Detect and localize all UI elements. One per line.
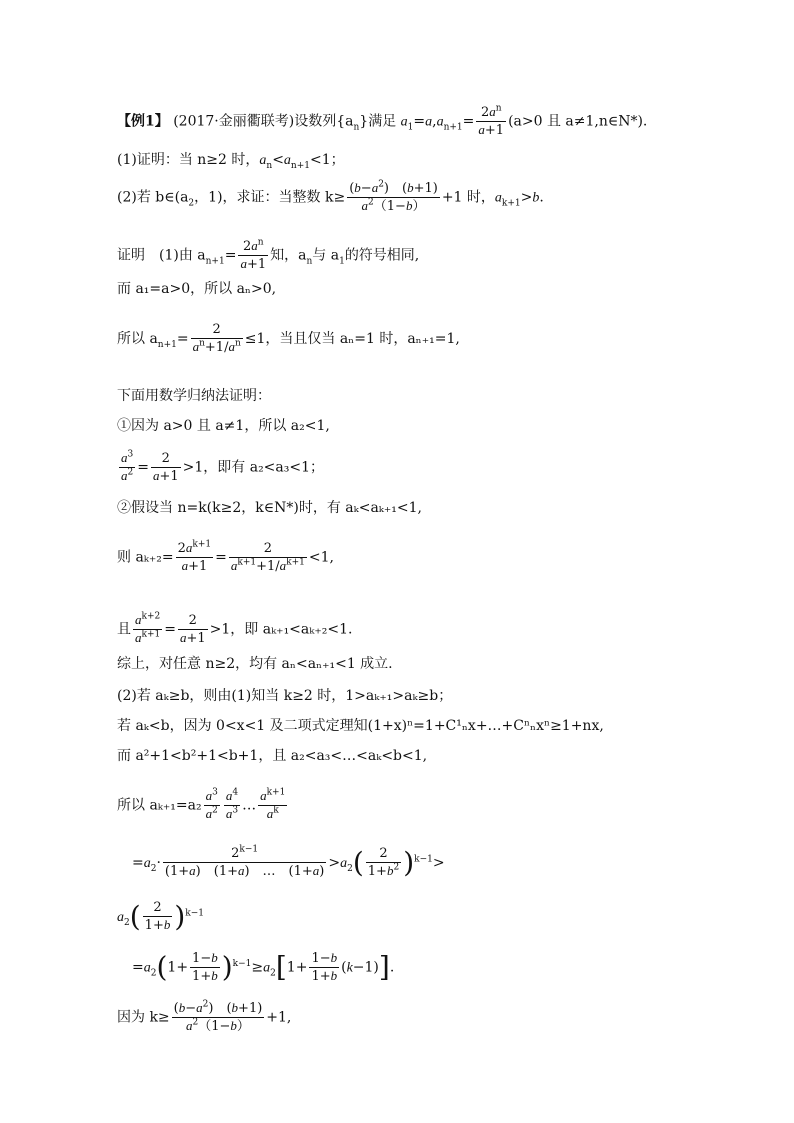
step1b-text: >1，即有 a₂<a₃<1； — [182, 459, 325, 476]
proof-label: 证明 — [117, 247, 145, 264]
step1b-line: $\frac{a^3}{a^2}$ = $\frac{2}{a+1}$ >1，即有 a₂<a₃<1； — [121, 449, 325, 484]
part2-text-c: +1 时， — [441, 189, 495, 206]
so-text-a: 所以 a — [117, 331, 158, 347]
part2-text-a: (2)若 b∈(a — [117, 189, 189, 206]
eq2-line: $a_2$( $\frac{2}{1+b}$ )$^{k-1}$ — [117, 900, 205, 933]
since-line: 因为 k≥ $\frac{(b-a^2) (b+1)}{a^2(1-b)}$ +1, — [117, 999, 292, 1034]
p2d-text: 所以 aₖ₊₁=a₂ — [117, 797, 202, 814]
fraction: $\frac{a^3}{a^2}$ — [205, 787, 218, 821]
then-text: 则 aₖ₊₂= — [117, 549, 174, 566]
conclude-line: 综上，对任意 n≥2，均有 aₙ<aₙ₊₁<1 成立. — [117, 656, 393, 672]
positive-line: 而 a₁=a>0，所以 aₙ>0, — [117, 281, 277, 297]
p2c-line: 而 a²+1<b²+1<b+1，且 a₂<a₃<…<aₖ<b<1, — [117, 748, 428, 764]
fraction: $\frac{2}{a+1}$ — [152, 450, 179, 484]
step1-line: ①因为 a>0 且 a≠1，所以 a₂<1, — [117, 418, 330, 434]
fraction: $\frac{a^3}{a^2}$ — [121, 449, 134, 483]
fraction: $\frac{2}{a^n+1/a^n}$ — [192, 322, 241, 355]
eq3-line: $=a_2(1+$ $\frac{1-b}{1+b}$ )$^{k-1}\ge a_2[1+$ $\frac{1-b}{1+b}$ (k−1)]. — [132, 950, 395, 984]
fraction: $\frac{2}{a^{k+1}+1/a^{k+1}}$ — [230, 540, 305, 574]
fraction: $\frac{2^{k-1}}{(1+a) (1+a) \dots (1+a)}$ — [164, 844, 325, 879]
proof1-text-a: (1)由 a — [159, 247, 206, 264]
fraction: $\frac{2}{a+1}$ — [179, 612, 206, 646]
part1-line: (1)证明：当 n≥2 时，$a_n<a_{n+1}<1$； — [117, 152, 345, 171]
then-end: <1, — [308, 549, 334, 566]
intro-text-2: }满足 — [359, 113, 397, 130]
and-line: 且 $\frac{a^{k+2}}{a^{k+1}}$ = $\frac{2}{a+1}$ >1，即 aₖ₊₁<aₖ₊₂<1. — [117, 611, 353, 646]
and-text: 且 — [117, 621, 131, 638]
proof1-line: 证明 (1)由 $a_{n+1}=$ $\frac{2a^n}{a+1}$ 知，$a_n$与 $a_1$的符号相同, — [117, 237, 420, 272]
fraction: $\frac{a^{k+2}}{a^{k+1}}$ — [135, 611, 161, 645]
fraction: $\frac{2}{1+b}$ — [144, 900, 171, 933]
condition-text: (a>0 且 a≠1,n∈N*). — [508, 113, 648, 130]
example-source: (2017·金丽衢联考) — [173, 113, 295, 130]
part1-text: (1)证明：当 n≥2 时， — [117, 152, 260, 168]
part2-line: (2)若 $b\in(a_2$，1)，求证：当整数 k≥ $\frac{(b-a^2) (b+1)}{a^2(1-b)}$ +1 时，$a_{k+1}>b$. — [117, 179, 544, 214]
then-line: 则 aₖ₊₂= $\frac{2a^{k+1}}{a+1}$ = $\frac{2}{a^{k+1}+1/a^{k+1}}$ <1, — [117, 539, 334, 574]
step2-line: ②假设当 n=k(k≥2，k∈N*)时，有 aₖ<aₖ₊₁<1, — [117, 500, 422, 516]
fraction: $\frac{2a^n}{a+1}$ — [240, 237, 267, 272]
fraction: $\frac{a^4}{a^3}$ — [225, 787, 239, 821]
proof1-text-b: 知，a — [270, 247, 307, 264]
p2d-line: 所以 aₖ₊₁=a₂ $\frac{a^3}{a^2}$ $\frac{a^4}{a^3}$ … $\frac{a^{k+1}}{a^k}$ — [117, 787, 286, 821]
and-end: >1，即 aₖ₊₁<aₖ₊₂<1. — [209, 621, 353, 638]
fraction: $\frac{2a^n}{a+1}$ — [478, 103, 505, 138]
fraction: $\frac{a^{k+1}}{a^k}$ — [260, 787, 286, 821]
fraction: $\frac{2a^{k+1}}{a+1}$ — [177, 539, 212, 574]
p2b-line: 若 aₖ<b，因为 0<x<1 及二项式定理知(1+x)ⁿ=1+C¹ₙx+…+Cⁿₙxⁿ≥1+nx, — [117, 718, 604, 734]
proof1-text-c: 与 a — [312, 247, 340, 264]
intro-text: 设数列{a — [294, 113, 354, 130]
fraction: $\frac{(b-a^2) (b+1)}{a^2(1-b)}$ — [173, 999, 263, 1034]
fraction: $\frac{1-b}{1+b}$ — [311, 950, 338, 984]
p2a-line: (2)若 aₖ≥b，则由(1)知当 k≥2 时，1>aₖ₊₁>aₖ≥b； — [117, 688, 453, 704]
so-text-b: ≤1，当且仅当 aₙ=1 时，aₙ₊₁=1, — [244, 331, 460, 347]
proof1-text-d: 的符号相同, — [344, 247, 420, 264]
example-header: 【例1】 (2017·金丽衢联考)设数列$\{a_n\}$满足 $a_1=a,a_{n+1}=$ $\frac{2a^n}{a+1}$ (a>0 且 a≠1,n∈N*). — [117, 103, 648, 138]
fraction: $\frac{1-b}{1+b}$ — [192, 950, 218, 984]
example-label: 【例1】 — [117, 113, 169, 130]
so-line: 所以 $a_{n+1}=$ $\frac{2}{a^n+1/a^n}$ ≤1，当且仅当 aₙ=1 时，aₙ₊₁=1, — [117, 322, 460, 355]
since-text: 因为 k≥ — [117, 1009, 170, 1026]
eq1-line: $=a_2\cdot$ $\frac{2^{k-1}}{(1+a) (1+a) \dots (1+a)}$ $>a_2$( $\frac{2}{1+b^2}$ )$^{k-1}$> — [132, 844, 445, 879]
induction-line: 下面用数学归纳法证明： — [117, 388, 271, 404]
fraction: $\frac{2}{1+b^2}$ — [367, 846, 400, 879]
part2-text-b: ，1)，求证：当整数 k≥ — [194, 189, 346, 206]
fraction: $\frac{(b-a^2) (b+1)}{a^2(1-b)}$ — [349, 179, 438, 214]
